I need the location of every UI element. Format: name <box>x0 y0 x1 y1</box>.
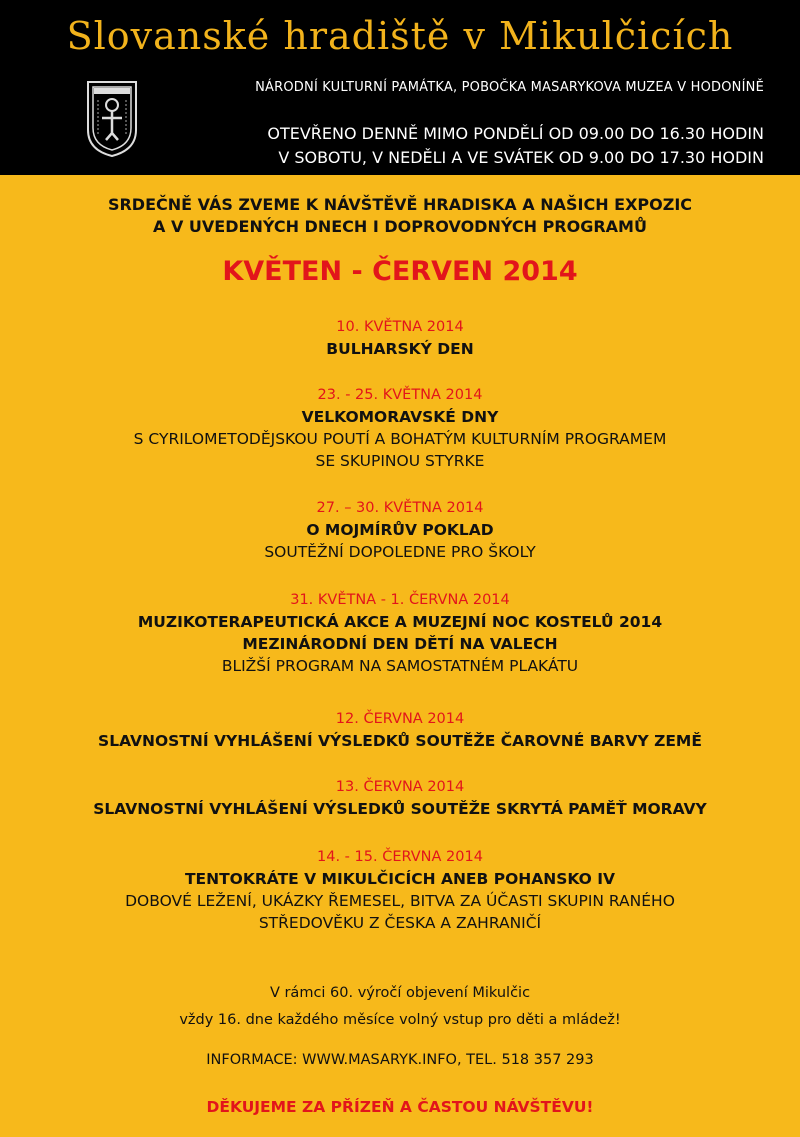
event-item <box>0 846 800 934</box>
event-description: BLIŽŠÍ PROGRAM NA SAMOSTATNÉM PLAKÁTU <box>221 657 579 675</box>
event-date: 12. ČERVNA 2014 <box>335 711 465 727</box>
period-heading: KVĚTEN - ČERVEN 2014 <box>222 256 578 287</box>
event-name: SLAVNOSTNÍ VYHLÁŠENÍ VÝSLEDKŮ SOUTĚŽE ČAROVNÉ BARVY ZEMĚ <box>98 732 702 750</box>
event-item <box>0 384 800 472</box>
event-item <box>0 497 800 563</box>
free-entry-note: vždy 16. dne každého měsíce volný vstup pro děti a mládež! <box>179 1012 621 1028</box>
event-date: 23. - 25. KVĚTNA 2014 <box>317 387 483 403</box>
event-description: S CYRILOMETODĚJSKOU POUTÍ A BOHATÝM KULTURNÍM PROGRAMEM <box>133 430 667 448</box>
subtitle: NÁRODNÍ KULTURNÍ PAMÁTKA, POBOČKA MASARYKOVA MUZEA V HODONÍNĚ <box>255 80 764 95</box>
opening-hours <box>267 122 764 170</box>
header-banner <box>0 0 800 175</box>
invitation-line-2: A V UVEDENÝCH DNECH I DOPROVODNÝCH PROGRAMŮ <box>153 217 647 236</box>
event-item <box>0 776 800 820</box>
event-item <box>0 589 800 677</box>
event-date: 13. ČERVNA 2014 <box>335 779 465 795</box>
anniversary-note: V rámci 60. výročí objevení Mikulčic <box>269 985 531 1001</box>
invitation-text <box>0 194 800 238</box>
hours-weekdays: OTEVŘENO DENNĚ MIMO PONDĚLÍ OD 09.00 DO 16.30 HODIN <box>267 124 764 143</box>
event-date: 10. KVĚTNA 2014 <box>336 319 464 335</box>
thanks-message: DĚKUJEME ZA PŘÍZEŇ A ČASTOU NÁVŠTĚVU! <box>206 1098 594 1116</box>
event-item <box>0 316 800 360</box>
event-name: O MOJMÍRŮV POKLAD <box>306 521 494 539</box>
event-description: STŘEDOVĚKU Z ČESKA A ZAHRANIČÍ <box>258 914 542 932</box>
event-name: TENTOKRÁTE V MIKULČICÍCH ANEB POHANSKO IV <box>184 870 616 888</box>
hours-weekends: V SOBOTU, V NEDĚLI A VE SVÁTEK OD 9.00 DO 17.30 HODIN <box>278 148 764 167</box>
event-date: 31. KVĚTNA - 1. ČERVNA 2014 <box>290 592 510 608</box>
event-description: SOUTĚŽNÍ DOPOLEDNE PRO ŠKOLY <box>264 543 536 561</box>
event-description: SE SKUPINOU STYRKE <box>315 452 485 470</box>
event-name: SLAVNOSTNÍ VYHLÁŠENÍ VÝSLEDKŮ SOUTĚŽE SKRYTÁ PAMĚŤ MORAVY <box>93 800 707 818</box>
contact-info: INFORMACE: WWW.MASARYK.INFO, TEL. 518 357 293 <box>206 1052 594 1068</box>
museum-emblem-icon <box>84 78 140 158</box>
event-item <box>0 708 800 752</box>
event-description: DOBOVÉ LEŽENÍ, UKÁZKY ŘEMESEL, BITVA ZA ÚČASTI SKUPIN RANÉHO <box>125 892 675 910</box>
event-date: 27. – 30. KVĚTNA 2014 <box>316 500 484 516</box>
event-date: 14. - 15. ČERVNA 2014 <box>317 849 483 865</box>
footer-note <box>0 980 800 1034</box>
event-name-secondary: MEZINÁRODNÍ DEN DĚTÍ NA VALECH <box>242 635 558 653</box>
event-name: VELKOMORAVSKÉ DNY <box>301 408 499 426</box>
event-name: MUZIKOTERAPEUTICKÁ AKCE A MUZEJNÍ NOC KOSTELŮ 2014 <box>137 613 663 631</box>
event-name: BULHARSKÝ DEN <box>326 340 474 358</box>
poster-title: Slovanské hradiště v Mikulčicích <box>66 14 734 58</box>
invitation-line-1: SRDEČNĚ VÁS ZVEME K NÁVŠTĚVĚ HRADISKA A NAŠICH EXPOZIC <box>107 195 693 214</box>
